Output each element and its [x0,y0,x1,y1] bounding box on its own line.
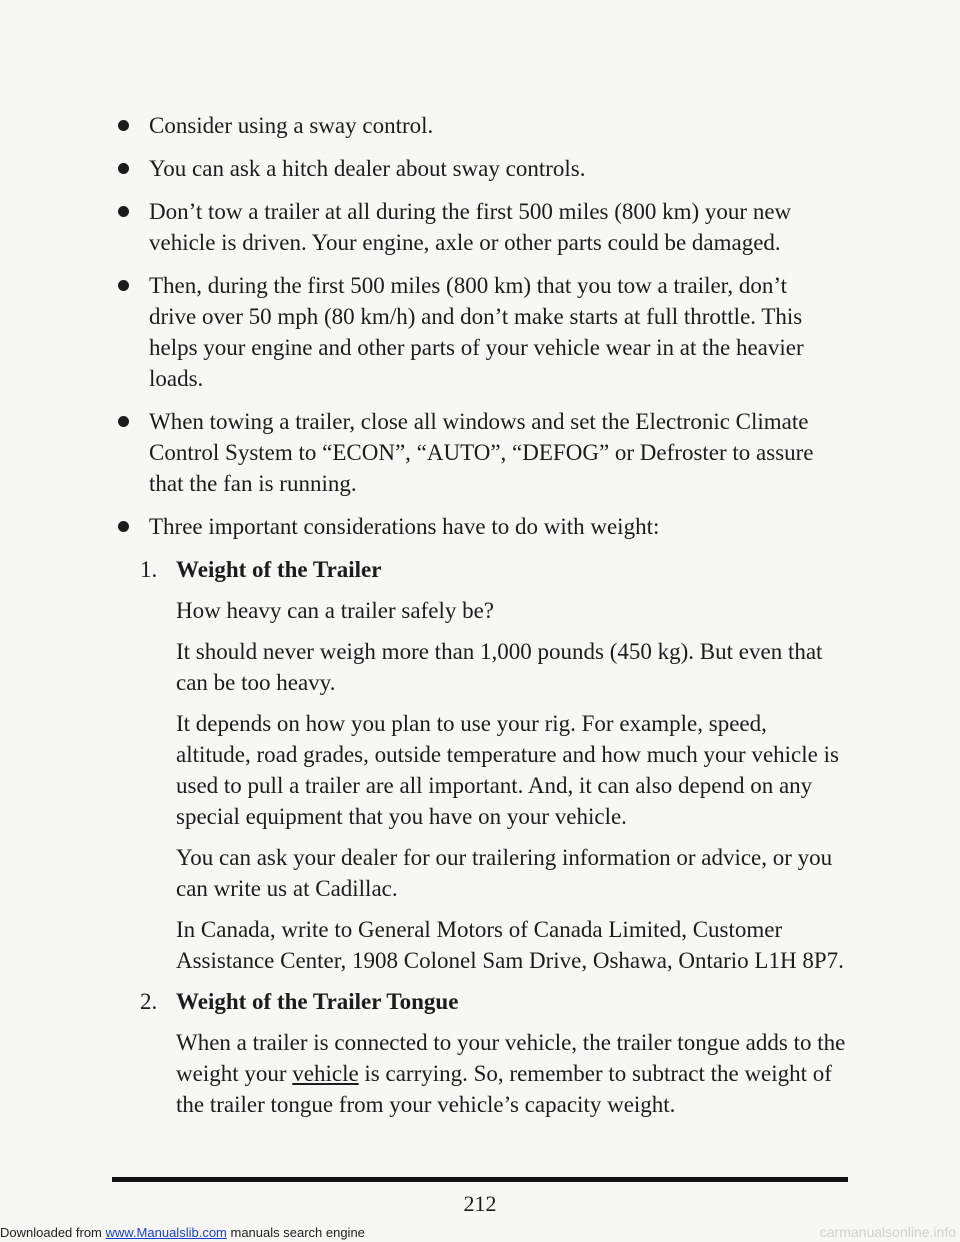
bullet-item: Then, during the first 500 miles (800 km) that you tow a trailer, don’t drive over 50 mph (80 km/h) and don’t make starts at full throttle. This helps your engine and other parts of your vehicle wear in at the heavier loads. [0,270,839,394]
bullet-item: Three important considerations have to do with weight: [0,511,839,542]
underlined-word: vehicle [292,1061,359,1086]
bullet-item: When towing a trailer, close all windows and set the Electronic Climate Control System to “ECON”, “AUTO”, “DEFOG” or Defroster to assure that the fan is running. [0,406,839,499]
bullet-dot-icon [118,206,129,217]
paragraph: You can ask your dealer for our trailering information or advice, or you can write us at Cadillac. [176,845,833,901]
bullet-dot-icon [118,120,129,131]
numbered-item-tongue-weight [0,986,846,1120]
bullet-item: Consider using a sway control. [0,110,839,141]
bullet-dot-icon [118,416,129,427]
paragraph: How heavy can a trailer safely be? [176,598,495,623]
item-number: 1. [140,557,158,582]
item-heading: Weight of the Trailer [176,557,382,582]
manualslib-link[interactable]: www.Manualslib.com [105,1225,227,1240]
bullet-item: You can ask a hitch dealer about sway controls. [0,153,839,184]
page-number: 212 [463,1191,497,1216]
bullet-list [0,110,960,1130]
paragraph: It depends on how you plan to use your rig. For example, speed, altitude, road grades, outside temperature and how much your vehicle is used to pull a trailer are all important. And, it can also depend on any special equipment that you have on your vehicle. [176,711,839,829]
paragraph: In Canada, write to General Motors of Canada Limited, Customer Assistance Center, 1908 Colonel Sam Drive, Oshawa, Ontario L1H 8P7. [176,917,844,973]
item-number: 2. [140,989,158,1014]
item-heading: Weight of the Trailer Tongue [176,989,459,1014]
watermark: carmanualsonline.info [819,1224,956,1240]
numbered-item-trailer-weight [0,554,846,976]
paragraph: When a trailer is connected to your vehicle, the trailer tongue adds to the weight your vehicle is carrying. So, remember to subtract the weight of the trailer tongue from your vehicle’s capacity weight. [176,1030,846,1117]
bullet-dot-icon [118,521,129,532]
download-footer: Downloaded from www.Manualslib.com manuals search engine [0,1225,365,1240]
page-rule [112,1177,848,1182]
bullet-dot-icon [118,163,129,174]
bullet-item: Don’t tow a trailer at all during the first 500 miles (800 km) your new vehicle is driven. Your engine, axle or other parts could be damaged. [0,196,839,258]
bullet-dot-icon [118,280,129,291]
paragraph: It should never weigh more than 1,000 pounds (450 kg). But even that can be too heavy. [176,639,823,695]
